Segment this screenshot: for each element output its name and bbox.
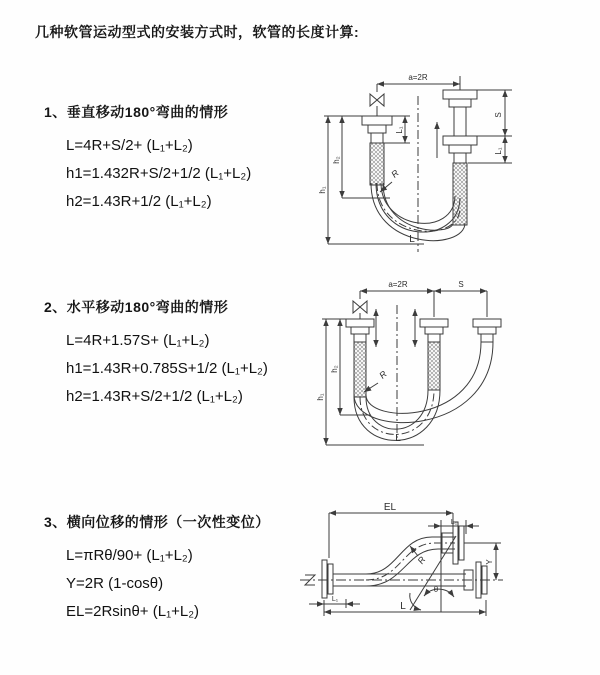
section-2 [44, 297, 268, 411]
page-title: 几种软管运动型式的安装方式时，软管的长度计算: [35, 24, 360, 40]
braided-hose-middle [428, 342, 440, 390]
label-l: L [395, 433, 401, 444]
formula-h2: h2=1.43R+1/2 (L₁+L₂) [66, 193, 212, 210]
dimension-a2r [377, 84, 460, 92]
theta-angle [410, 536, 456, 610]
section-2-heading: 2、水平移动180°弯曲的情形 [44, 299, 229, 315]
label-r: R [389, 167, 401, 180]
label-l1-top: L₁ [450, 519, 458, 526]
braided-hose-left [354, 342, 366, 397]
label-h1: h₁ [318, 186, 327, 194]
label-h2: h₂ [330, 365, 339, 373]
formula-l: L=4R+S/2+ (L₁+L₂) [66, 137, 193, 154]
label-l: L [400, 601, 406, 612]
label-a2r: a=2R [388, 280, 408, 289]
right-flange-fitting [473, 319, 501, 342]
right-flange-fittings [437, 76, 477, 225]
diagram-horizontal-180 [312, 277, 592, 462]
label-l: L [409, 234, 415, 245]
hose-u-curves-shifted [354, 342, 493, 423]
formula-el: EL=2Rsinθ+ (L₁+L₂) [66, 603, 200, 620]
formula-h1: h1=1.432R+S/2+1/2 (L₁+L₂) [66, 165, 252, 182]
formula-h2: h2=1.43R+S/2+1/2 (L₁+L₂) [66, 388, 243, 405]
middle-flange-fitting [420, 319, 448, 390]
braided-hose-left [370, 143, 384, 185]
section-1 [44, 102, 251, 216]
dimension-s [468, 90, 512, 163]
section-1-heading: 1、垂直移动180°弯曲的情形 [44, 104, 229, 120]
label-el: EL [383, 502, 397, 513]
label-y: Y [485, 559, 494, 565]
label-s: S [458, 280, 464, 289]
label-h2: h₂ [332, 156, 341, 164]
hose-straight-position [366, 570, 473, 590]
label-theta: θ [433, 585, 439, 594]
label-r: R [415, 554, 428, 566]
formula-l: L=4R+1.57S+ (L₁+L₂) [66, 332, 210, 349]
section-3 [44, 512, 270, 626]
valve-icon [370, 94, 384, 116]
formula-y: Y=2R (1-cosθ) [66, 575, 164, 592]
label-h1: h₁ [316, 393, 325, 401]
label-l1-right: L₁ [494, 147, 503, 155]
valve-icon [353, 301, 367, 319]
left-flange-fitting [346, 319, 374, 397]
diagram-lateral-displacement [298, 500, 598, 650]
radius-arrow [410, 546, 418, 556]
dimension-a2r [360, 291, 487, 317]
label-l1-left: L₁ [395, 126, 404, 134]
label-r: R [377, 368, 389, 381]
formula-h1: h1=1.43R+0.785S+1/2 (L₁+L₂) [66, 360, 268, 377]
left-flange-fitting [362, 116, 392, 185]
diagram-vertical-180 [312, 68, 592, 266]
label-a2r: a=2R [408, 73, 428, 82]
formula-l: L=πRθ/90+ (L₁+L₂) [66, 547, 193, 564]
dimension-el [329, 513, 453, 558]
left-flange-fitting [322, 560, 366, 598]
label-l1-bottom: L₁ [331, 596, 339, 603]
section-3-heading: 3、横向位移的情形（一次性变位） [44, 514, 270, 530]
label-s: S [494, 112, 503, 118]
